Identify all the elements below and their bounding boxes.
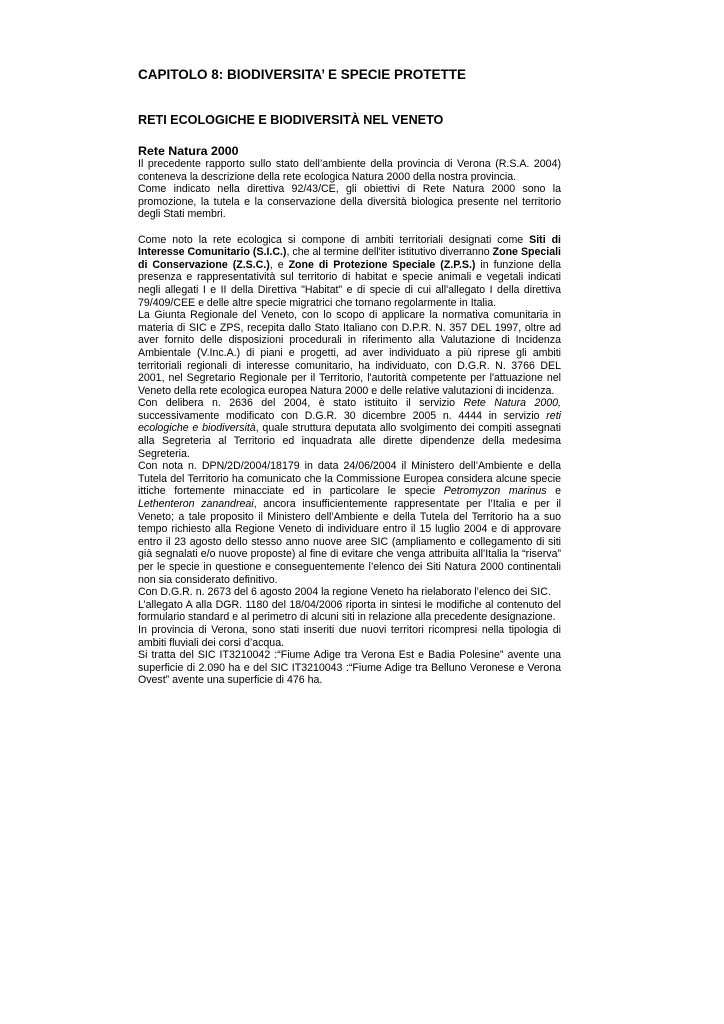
paragraph-9: In provincia di Verona, sono stati inseriti due nuovi territori ricompresi nella tipologia di ambiti fluviali dei corsi d’acqua. bbox=[138, 623, 561, 649]
p6-text-1: Con nota n. DPN/2D/2004/18179 in data 24/06/2004 il Ministero dell’Ambiente e della Tutela del Territorio ha comunicato che la Commissione Europea considera alcune specie ittiche fortemente minacciate ed in particolare le specie bbox=[138, 460, 561, 498]
body-text bbox=[138, 158, 561, 687]
p5-text-3: , quale struttura deputata allo svolgimento dei compiti assegnati alla Segreteria al Territorio ed inquadrata alle dirette dipendenze della medesima Segreteria. bbox=[138, 422, 561, 460]
p3-bold-zsc: Zone Speciali di Conservazione (Z.S.C.) bbox=[138, 246, 561, 271]
paragraph-3 bbox=[138, 234, 561, 310]
p6-text-2: e bbox=[546, 485, 561, 498]
p3-text-4: in funzione della presenza e rappresentatività sul territorio di habitat e specie animali e vegetali indicati negli allegati I e II della Direttiva "Habitat" e di specie di cui all'allegato I della direttiva 79/409/CEE e delle altre specie migratrici che tornano regolarmente in Italia. bbox=[138, 258, 562, 309]
p6-text-3: , ancora insufficientemente rappresentate per l’Italia e per il Veneto; a tale proposito il Ministero dell’Ambiente e della Tutela del Territorio ha a suo tempo richiesto alla Regione Veneto di individuare entro il 15 luglio 2004 e di approvare entro il 23 agosto dello stesso anno nuove aree SIC (ampliamento e collegamento di siti già segnalati e/o nuove proposte) al fine di evitare che venga attribuita all’Italia la “riserva” per le specie in questione e conseguentemente l’elenco dei Siti Natura 2000 continentali non sia considerato definitivo. bbox=[138, 498, 561, 586]
p5-italic-1: Rete Natura 2000, bbox=[463, 397, 561, 410]
paragraph-1: Il precedente rapporto sullo stato dell’ambiente della provincia di Verona (R.S.A. 2004) conteneva la descrizione della rete ecologica Natura 2000 della nostra provincia. bbox=[138, 158, 561, 183]
paragraph-5 bbox=[138, 397, 561, 460]
p3-bold-zps: Zone di Protezione Speciale (Z.P.S.) bbox=[288, 258, 476, 271]
paragraph-2: Come indicato nella direttiva 92/43/CE, gli obiettivi di Rete Natura 2000 sono la promozione, la tutela e la conservazione della diversità biologica presente nel territorio degli Stati membri. bbox=[138, 183, 561, 221]
paragraph-4: La Giunta Regionale del Veneto, con lo scopo di applicare la normativa comunitaria in materia di SIC e ZPS, recepita dallo Stato Italiano con D.P.R. N. 357 DEL 1997, oltre ad aver fornito delle disposizioni procedurali in riferimento alla Valutazione di Incidenza Ambientale (V.Inc.A.) di piani e progetti, ad aver individuato a più riprese gli ambiti territoriali regionali di interesse comunitario, ha individuato, con D.G.R. N. 3766 DEL 2001, nel Segretario Regionale per il Territorio, l'autorità competente per l'attuazione nel Veneto della rete ecologica europea Natura 2000 e delle relative valutazioni di incidenza. bbox=[138, 309, 561, 397]
p5-text-2: successivamente modificato con D.G.R. 30 dicembre 2005 n. 4444 in servizio bbox=[138, 409, 547, 422]
paragraph-8: L’allegato A alla DGR. 1180 del 18/04/2006 riporta in sintesi le modifiche al contenuto del formulario standard e al perimetro di alcuni siti in relazione alla precedente designazione. bbox=[138, 598, 561, 624]
p3-text-2: , che al termine dell'iter istitutivo diverranno bbox=[286, 246, 493, 259]
chapter-title: CAPITOLO 8: BIODIVERSITA’ E SPECIE PROTETTE bbox=[138, 67, 467, 82]
p3-text-1: Come noto la rete ecologica si compone di ambiti territoriali designati come bbox=[138, 233, 530, 246]
paragraph-7: Con D.G.R. n. 2673 del 6 agosto 2004 la regione Veneto ha rielaborato l’elenco dei SIC. bbox=[138, 586, 551, 599]
p6-italic-2: Lethenteron zanandreai bbox=[138, 498, 254, 511]
subsection-title: Rete Natura 2000 bbox=[138, 144, 239, 158]
paragraph-10: Si tratta del SIC IT3210042 :“Fiume Adige tra Verona Est e Badia Polesine” avente una superficie di 2.090 ha e del SIC IT3210043 :“Fiume Adige tra Belluno Veronese e Verona Ovest” avente una superficie di 476 ha. bbox=[138, 649, 561, 687]
p5-text-1: Con delibera n. 2636 del 2004, è stato istituito il servizio bbox=[138, 397, 464, 410]
paragraph-6 bbox=[138, 460, 561, 586]
p3-text-3: , e bbox=[269, 258, 289, 271]
p5-italic-2: reti ecologiche e biodiversità bbox=[138, 409, 561, 435]
p6-italic-1: Petromyzon marinus bbox=[443, 485, 547, 498]
p3-bold-sic: Siti di Interesse Comunitario (S.I.C.) bbox=[138, 233, 562, 259]
section-title: RETI ECOLOGICHE E BIODIVERSITÀ NEL VENETO bbox=[138, 113, 444, 127]
